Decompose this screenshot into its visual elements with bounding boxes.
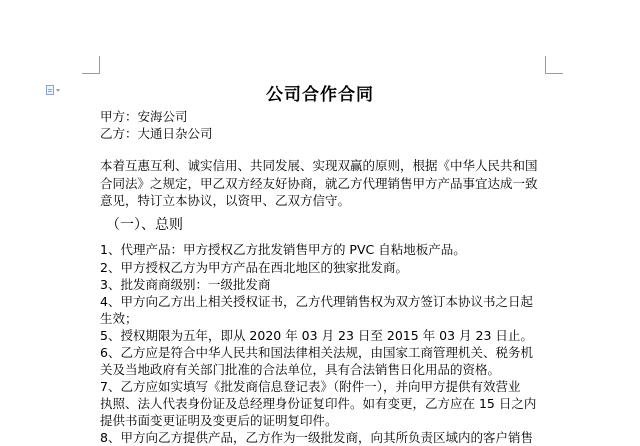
clause-line: 2、甲方授权乙方为甲方产品在西北地区的独家批发商。: [100, 260, 408, 275]
clause-line: 关及当地政府有关部门批准的合法单位，具有合法销售日化用品的资格。: [100, 362, 501, 377]
crop-mark-top-right-horizontal: [545, 73, 563, 74]
clause-line: 5、授权期限为五年，即从 2020 年 03 月 23 日至 2015 年 03 月 23 日止。: [100, 328, 533, 343]
preamble-line: 意见，特订立本协议，以资甲、乙双方信守。: [100, 193, 351, 208]
clause-line: 提供书面变更证明及变更后的证明复印件。: [100, 413, 338, 428]
preamble-line: 本着互惠互利、诚实信用、共同发展、实现双赢的原则，根据《中华人民共和国: [100, 158, 538, 173]
clause-line: 8、甲方向乙方提供产品，乙方作为一级批发商，向其所负责区域内的客户销售: [100, 430, 533, 445]
preamble-line: 合同法》之规定，甲乙双方经友好协商，就乙方代理销售甲方产品事宜达成一致: [100, 176, 538, 191]
clause-line: 3、批发商商级别：一级批发商: [100, 277, 271, 292]
clause-line: 7、乙方应如实填写《批发商信息登记表》（附件一），并向甲方提供有效营业: [100, 379, 521, 394]
party-a: 甲方：安海公司: [100, 109, 188, 124]
section-heading: （一）、总则: [106, 217, 183, 233]
crop-mark-top-left-vertical: [99, 56, 100, 74]
document-title: 公司合作合同: [266, 85, 374, 105]
clause-line: 执照、法人代表身份证及总经理身份证复印件。如有变更，乙方应在 15 日之内: [100, 396, 537, 411]
clause-line: 4、甲方向乙方出上相关授权证书，乙方代理销售权为双方签订本协议书之日起: [100, 294, 533, 309]
clause-line: 1、代理产品：甲方授权乙方批发销售甲方的 PVC 自粘地板产品。: [100, 242, 466, 257]
clause-line: 6、乙方应是符合中华人民共和国法律相关法规，由国家工商管理机关、税务机: [100, 345, 533, 360]
party-b: 乙方：大通日杂公司: [100, 126, 213, 141]
crop-mark-top-left-horizontal: [82, 73, 100, 74]
crop-mark-top-right-vertical: [545, 56, 546, 74]
clause-line: 生效；: [100, 311, 138, 326]
